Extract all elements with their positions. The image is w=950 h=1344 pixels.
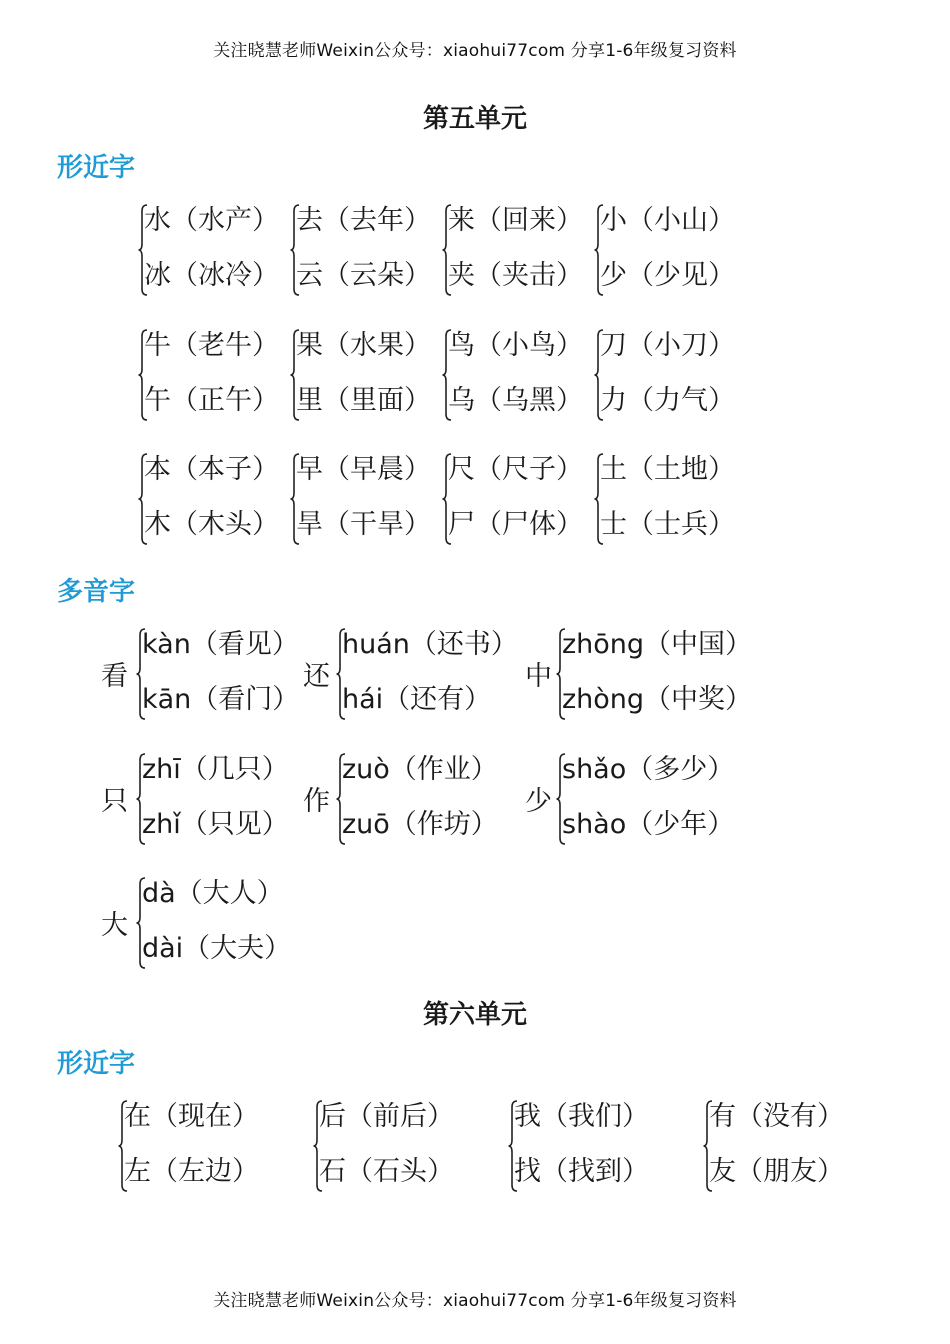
unit5-similar-heading: 形近字 (57, 153, 136, 183)
polyphone-reading: shào（少年） (562, 809, 735, 840)
polyphone-char: 作 (303, 786, 330, 817)
polyphone-reading: hái（还有） (342, 684, 492, 715)
similar-word: 后（前后） (319, 1101, 454, 1132)
similar-word: 木（木头） (144, 509, 279, 540)
polyphone-reading: huán（还书） (342, 629, 518, 660)
similar-word: 早（早晨） (296, 454, 431, 485)
similar-word: 云（云朵） (296, 260, 431, 291)
polyphone-char: 看 (101, 661, 128, 692)
similar-word: 水（水产） (144, 205, 279, 236)
polyphone-reading: dà（大人） (142, 878, 284, 909)
similar-word: 土（土地） (600, 454, 735, 485)
similar-word: 里（里面） (296, 385, 431, 416)
polyphone-reading: kān（看门） (142, 684, 300, 715)
polyphone-reading: shǎo（多少） (562, 754, 735, 785)
polyphone-char: 只 (101, 786, 128, 817)
similar-word: 鸟（小鸟） (448, 330, 583, 361)
similar-word: 士（士兵） (600, 509, 735, 540)
similar-word: 旱（干旱） (296, 509, 431, 540)
similar-word: 尺（尺子） (448, 454, 583, 485)
page-footer: 关注晓慧老师Weixin公众号：xiaohui77com 分享1-6年级复习资料 (213, 1291, 737, 1311)
similar-word: 去（去年） (296, 205, 431, 236)
similar-word: 力（力气） (600, 385, 735, 416)
similar-word: 我（我们） (514, 1101, 649, 1132)
similar-word: 午（正午） (144, 385, 279, 416)
similar-word: 尸（尸体） (448, 509, 583, 540)
polyphone-reading: zuò（作业） (342, 754, 498, 785)
unit6-title: 第六单元 (422, 1000, 527, 1030)
unit6-similar-heading: 形近字 (57, 1049, 136, 1079)
similar-word: 来（回来） (448, 205, 583, 236)
similar-word: 夹（夹击） (448, 260, 583, 291)
polyphone-reading: zhǐ（只见） (142, 809, 289, 840)
page-header: 关注晓慧老师Weixin公众号：xiaohui77com 分享1-6年级复习资料 (213, 41, 737, 61)
similar-word: 果（水果） (296, 330, 431, 361)
polyphone-char: 中 (525, 661, 552, 692)
similar-word: 乌（乌黑） (448, 385, 583, 416)
polyphone-reading: zhòng（中奖） (562, 684, 753, 715)
similar-word: 刀（小刀） (600, 330, 735, 361)
similar-word: 有（没有） (709, 1101, 844, 1132)
similar-word: 在（现在） (124, 1101, 259, 1132)
similar-word: 本（本子） (144, 454, 279, 485)
polyphone-reading: zhōng（中国） (562, 629, 753, 660)
polyphone-char: 少 (525, 786, 552, 817)
similar-word: 少（少见） (600, 260, 735, 291)
polyphone-reading: kàn（看见） (142, 629, 299, 660)
polyphone-char: 还 (303, 661, 330, 692)
similar-word: 找（找到） (514, 1156, 649, 1187)
polyphone-reading: dài（大夫） (142, 933, 292, 964)
similar-word: 冰（冰冷） (144, 260, 279, 291)
unit5-title: 第五单元 (422, 104, 527, 134)
polyphone-reading: zuō（作坊） (342, 809, 498, 840)
unit5-polyphone-heading: 多音字 (57, 577, 136, 607)
similar-word: 小（小山） (600, 205, 735, 236)
polyphone-char: 大 (101, 910, 128, 941)
similar-word: 石（石头） (319, 1156, 454, 1187)
polyphone-reading: zhī（几只） (142, 754, 289, 785)
similar-word: 友（朋友） (709, 1156, 844, 1187)
similar-word: 左（左边） (124, 1156, 259, 1187)
similar-word: 牛（老牛） (144, 330, 279, 361)
